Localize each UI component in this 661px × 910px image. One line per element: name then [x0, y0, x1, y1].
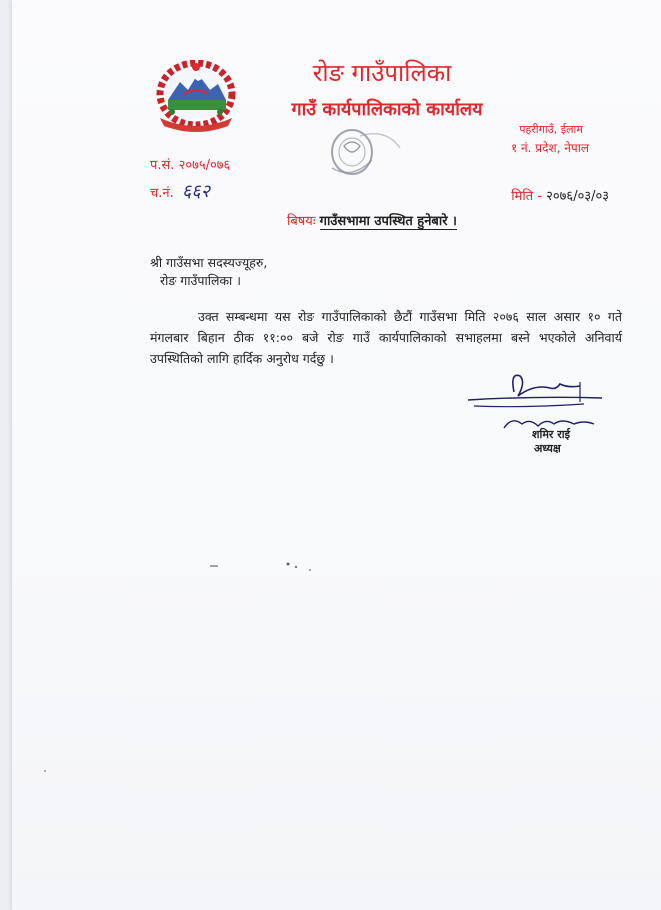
address-line-1: पहरीगाउँ, ईलाम: [519, 123, 583, 136]
subject-line: [162, 213, 582, 231]
date-row: [511, 188, 609, 206]
signatory-title: अध्यक्ष: [534, 442, 561, 455]
dispatch-number-row: [150, 183, 210, 203]
date-label: मिति -: [511, 189, 543, 204]
date-value: २०७६/०३/०३: [546, 189, 609, 204]
org-name: रोङ गाउँपालिका: [312, 59, 452, 87]
address-line-2: १ नं. प्रदेश, नेपाल: [510, 141, 589, 155]
scan-dot: [44, 770, 46, 772]
subject-label: बिषयः: [287, 214, 316, 229]
salutation-line-2: रोङ गाउँपालिका ।: [160, 273, 242, 288]
subject-text: गाउँसभामा उपस्थित हुनेबारे ।: [319, 214, 457, 229]
dispatch-number: ६६२: [181, 181, 210, 202]
dispatch-label: च.नं.: [150, 186, 174, 201]
letter-page: [12, 0, 661, 910]
office-name: गाउँ कार्यपालिकाको कार्यालय: [291, 99, 483, 120]
fiscal-year-ref: प.सं. २०७५/०७६: [150, 158, 231, 173]
salutation-line-1: श्री गाउँसभा सदस्यज्यूहरु,: [150, 255, 268, 270]
body-paragraph: उक्त सम्बन्धमा यस रोङ गाउँपालिकाको छैटौं गाउँसभा मिति २०७६ साल असार १० गते मंगलबार बिहान ठीक ११:०० बजे रोङ गाउँ कार्यपालिकाको सभाहलमा बस्ने भएकोले अनिवार्य उपस्थितिको लागि हार्दिक अनुरोध गर्दछु ।: [150, 309, 622, 366]
signatory-name: शमिर राई: [532, 428, 570, 441]
scan-specks: [202, 554, 322, 578]
nepal-emblem-icon: [154, 60, 238, 140]
office-seal-stamp: [308, 118, 408, 202]
